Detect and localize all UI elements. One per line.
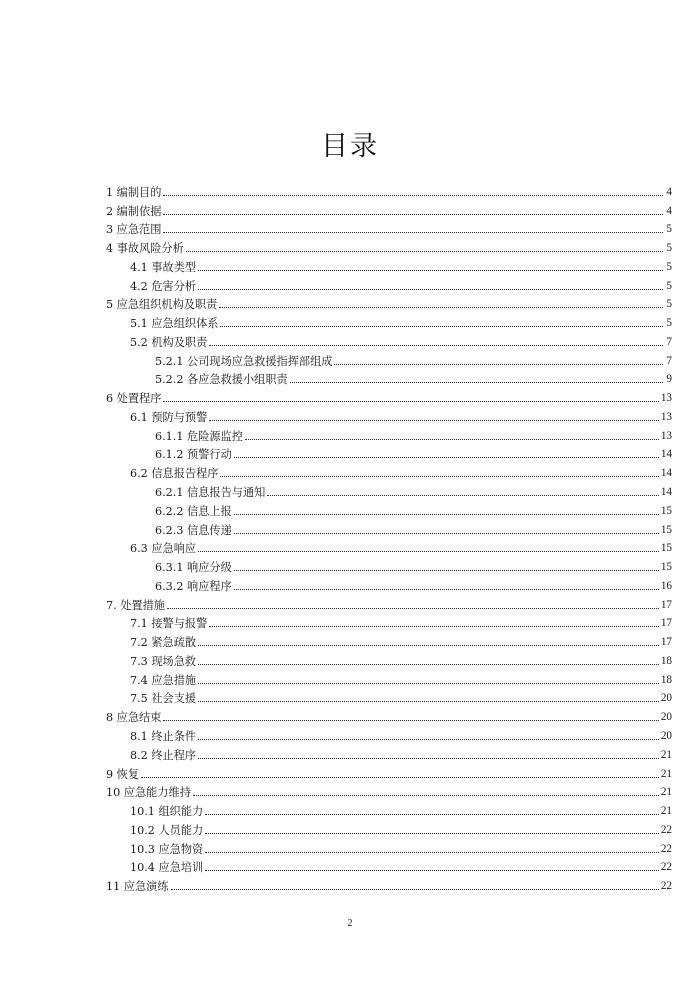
toc-entry-page-number: 14: [660, 467, 672, 480]
toc-entry[interactable]: [106, 518, 672, 537]
toc-entry-label: 7. 处置措施: [106, 598, 165, 612]
toc-entry-page-number: 5: [666, 260, 672, 273]
toc-entry-label: 5.2 机构及职责: [130, 335, 208, 349]
dot-leader: [334, 363, 663, 365]
dot-leader: [198, 738, 659, 740]
toc-entry-page-number: 7: [666, 354, 672, 367]
toc-entry-page-number: 21: [660, 786, 672, 799]
dot-leader: [198, 757, 659, 759]
toc-entry-label: 9 恢复: [106, 767, 140, 781]
toc-entry-label: 7.5 社会支援: [130, 692, 197, 706]
toc-entry-label: 3 应急范围: [106, 223, 162, 237]
dot-leader: [163, 213, 663, 215]
toc-entry-page-number: 14: [660, 486, 672, 499]
toc-entry-page-number: 9: [666, 373, 672, 386]
toc-entry[interactable]: [106, 724, 672, 743]
toc-entry-page-number: 17: [660, 636, 672, 649]
toc-entry[interactable]: [106, 837, 672, 856]
toc-entry-label: 5.1 应急组织体系: [130, 317, 219, 331]
toc-entry-label: 6.2.1 信息报告与通知: [155, 486, 266, 500]
dot-leader: [234, 513, 659, 515]
toc-entry[interactable]: [106, 649, 672, 668]
toc-entry-page-number: 22: [660, 861, 672, 874]
toc-entry-page-number: 14: [660, 448, 672, 461]
dot-leader: [141, 776, 659, 778]
toc-entry-page-number: 18: [660, 654, 672, 667]
dot-leader: [234, 569, 659, 571]
toc-entry-label: 10 应急能力维持: [106, 786, 191, 800]
toc-entry[interactable]: [106, 349, 672, 368]
dot-leader: [171, 888, 659, 890]
toc-entry[interactable]: [106, 480, 672, 499]
toc-entry[interactable]: [106, 386, 672, 405]
toc-entry-page-number: 20: [660, 711, 672, 724]
toc-entry-page-number: 17: [660, 617, 672, 630]
dot-leader: [198, 682, 659, 684]
dot-leader: [163, 719, 658, 721]
toc-entry-label: 8 应急结束: [106, 711, 162, 725]
toc-entry[interactable]: [106, 274, 672, 293]
toc-entry-label: 6.3 应急响应: [130, 542, 197, 556]
toc-entry-label: 5 应急组织机构及职责: [106, 298, 218, 312]
toc-entry[interactable]: [106, 443, 672, 462]
dot-leader: [267, 494, 658, 496]
dot-leader: [245, 438, 659, 440]
dot-leader: [205, 869, 659, 871]
dot-leader: [219, 306, 663, 308]
dot-leader: [234, 456, 659, 458]
toc-entry-label: 6.3.1 响应分级: [155, 561, 232, 575]
toc-entry[interactable]: [106, 368, 672, 387]
toc-entry-label: 6.1.2 预警行动: [155, 448, 232, 462]
toc-entry[interactable]: [106, 293, 672, 312]
toc-entry-page-number: 5: [666, 242, 672, 255]
dot-leader: [209, 625, 659, 627]
toc-entry[interactable]: [106, 218, 672, 237]
dot-leader: [198, 700, 659, 702]
toc-entry-label: 5.2.2 各应急救援小组职责: [155, 373, 288, 387]
dot-leader: [167, 607, 659, 609]
toc-entry-label: 4 事故风险分析: [106, 242, 184, 256]
toc-entry-page-number: 15: [660, 561, 672, 574]
page-number: 2: [347, 918, 353, 929]
toc-entry[interactable]: [106, 574, 672, 593]
toc-entry-page-number: 21: [660, 767, 672, 780]
page-title: 目录: [321, 131, 379, 162]
dot-leader: [220, 325, 663, 327]
toc-entry[interactable]: [106, 687, 672, 706]
toc-entry[interactable]: [106, 236, 672, 255]
toc-entry[interactable]: [106, 555, 672, 574]
toc-entry-page-number: 5: [666, 317, 672, 330]
dot-leader: [205, 832, 659, 834]
toc-entry-page-number: 18: [660, 673, 672, 686]
toc-entry[interactable]: [106, 781, 672, 800]
toc-entry-label: 6 处置程序: [106, 392, 162, 406]
toc-entry-label: 7.3 现场急救: [130, 654, 197, 668]
toc-entry-label: 2 编制依据: [106, 204, 162, 218]
toc-entry-label: 4.2 危害分析: [130, 279, 197, 293]
toc-entry-page-number: 4: [666, 185, 672, 198]
dot-leader: [209, 419, 659, 421]
dot-leader: [186, 250, 663, 252]
toc-entry[interactable]: [106, 199, 672, 218]
toc-entry[interactable]: [106, 424, 672, 443]
toc-entry-label: 6.2 信息报告程序: [130, 467, 219, 481]
toc-entry[interactable]: [106, 180, 672, 199]
toc-entry-page-number: 13: [660, 429, 672, 442]
dot-leader: [234, 532, 659, 534]
toc-entry-label: 10.4 应急培训: [130, 861, 204, 875]
toc-entry[interactable]: [106, 762, 672, 781]
dot-leader: [198, 644, 659, 646]
dot-leader: [234, 588, 659, 590]
toc-entry-page-number: 22: [660, 823, 672, 836]
toc-entry-label: 8.1 终止条件: [130, 729, 197, 743]
dot-leader: [205, 813, 659, 815]
toc-entry-page-number: 15: [660, 523, 672, 536]
dot-leader: [205, 851, 659, 853]
dot-leader: [193, 794, 659, 796]
dot-leader: [163, 400, 658, 402]
toc-entry-label: 6.3.2 响应程序: [155, 579, 232, 593]
toc-entry[interactable]: [106, 311, 672, 330]
toc-entry-page-number: 17: [660, 598, 672, 611]
toc-entry-label: 4.1 事故类型: [130, 260, 197, 274]
toc-entry[interactable]: [106, 612, 672, 631]
toc-entry-label: 8.2 终止程序: [130, 748, 197, 762]
toc-entry-label: 7.4 应急措施: [130, 673, 197, 687]
toc-entry-page-number: 5: [666, 223, 672, 236]
toc-entry-page-number: 5: [666, 298, 672, 311]
dot-leader: [163, 194, 663, 196]
toc-entry-page-number: 15: [660, 504, 672, 517]
dot-leader: [198, 663, 659, 665]
toc-entry[interactable]: [106, 330, 672, 349]
toc-entry[interactable]: [106, 874, 672, 893]
dot-leader: [209, 344, 663, 346]
table-of-contents: [106, 180, 672, 893]
toc-entry[interactable]: [106, 537, 672, 556]
toc-entry-label: 10.3 应急物资: [130, 842, 204, 856]
toc-entry-label: 7.2 紧急疏散: [130, 636, 197, 650]
toc-entry-label: 10.2 人员能力: [130, 823, 204, 837]
toc-entry-page-number: 5: [666, 279, 672, 292]
toc-entry[interactable]: [106, 461, 672, 480]
toc-entry-label: 11 应急演练: [106, 880, 169, 894]
toc-entry-page-number: 13: [660, 392, 672, 405]
toc-entry[interactable]: [106, 668, 672, 687]
toc-entry-page-number: 22: [660, 842, 672, 855]
toc-entry-page-number: 4: [666, 204, 672, 217]
dot-leader: [163, 231, 663, 233]
toc-entry-label: 1 编制目的: [106, 185, 162, 199]
toc-entry[interactable]: [106, 630, 672, 649]
toc-entry[interactable]: [106, 743, 672, 762]
toc-entry-page-number: 7: [666, 335, 672, 348]
toc-entry-page-number: 20: [660, 729, 672, 742]
dot-leader: [220, 475, 658, 477]
toc-entry-page-number: 21: [660, 805, 672, 818]
toc-entry[interactable]: [106, 593, 672, 612]
toc-entry-label: 6.2.3 信息传递: [155, 523, 232, 537]
dot-leader: [290, 381, 663, 383]
toc-entry[interactable]: [106, 705, 672, 724]
toc-entry[interactable]: [106, 499, 672, 518]
toc-entry-page-number: 20: [660, 692, 672, 705]
toc-entry-label: 7.1 接警与报警: [130, 617, 208, 631]
toc-entry[interactable]: [106, 255, 672, 274]
toc-entry-page-number: 22: [660, 880, 672, 893]
toc-entry[interactable]: [106, 405, 672, 424]
toc-entry[interactable]: [106, 799, 672, 818]
toc-entry-page-number: 21: [660, 748, 672, 761]
toc-entry-label: 6.1 预防与预警: [130, 410, 208, 424]
toc-entry-page-number: 16: [660, 579, 672, 592]
toc-entry-page-number: 13: [660, 410, 672, 423]
toc-entry[interactable]: [106, 856, 672, 875]
toc-entry-label: 10.1 组织能力: [130, 805, 204, 819]
dot-leader: [198, 288, 663, 290]
toc-entry[interactable]: [106, 818, 672, 837]
toc-entry-label: 6.1.1 危险源监控: [155, 429, 243, 443]
dot-leader: [198, 269, 663, 271]
toc-entry-label: 5.2.1 公司现场应急救援指挥部组成: [155, 354, 333, 368]
toc-entry-label: 6.2.2 信息上报: [155, 504, 232, 518]
dot-leader: [198, 550, 659, 552]
toc-entry-page-number: 15: [660, 542, 672, 555]
